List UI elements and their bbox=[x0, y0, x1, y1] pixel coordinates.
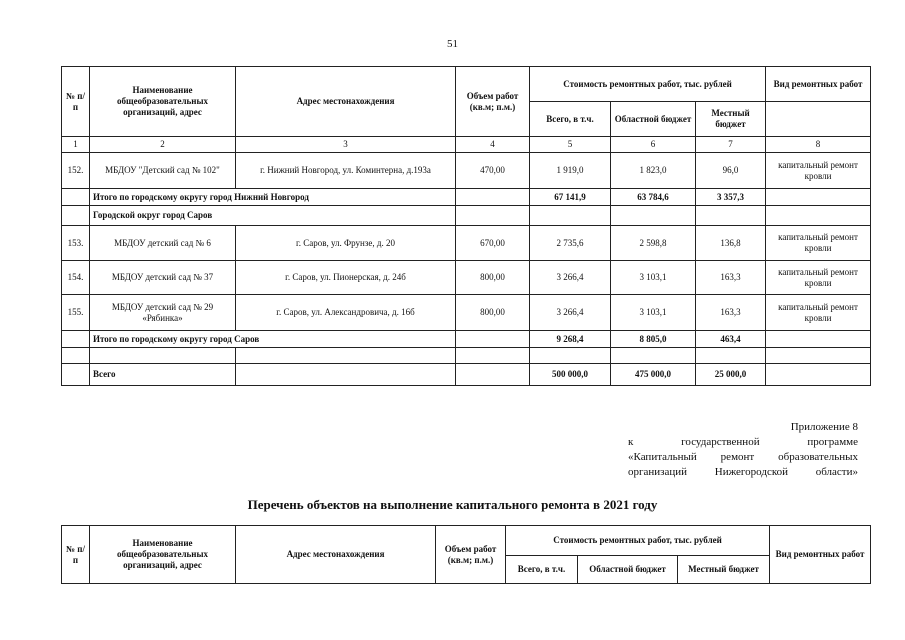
row-local: 96,0 bbox=[696, 153, 766, 189]
column-number-row bbox=[62, 137, 871, 153]
row-num: 154. bbox=[62, 261, 90, 295]
appendix-line3: «Капитальный ремонт образовательных bbox=[628, 451, 858, 463]
header-name: Наименование общеобразовательных организаций, адрес bbox=[90, 67, 236, 137]
appendix-line1: Приложение 8 bbox=[790, 421, 858, 433]
header-kind-blank bbox=[766, 102, 871, 137]
row-address: г. Нижний Новгород, ул. Коминтерна, д.193а bbox=[236, 153, 456, 189]
col-number: 1 bbox=[62, 137, 90, 153]
subtotal-local: 3 357,3 bbox=[696, 189, 766, 206]
header-total: Всего, в т.ч. bbox=[506, 556, 578, 584]
subtotal-label: Итого по городскому округу город Саров bbox=[90, 331, 456, 348]
grand-total-row bbox=[62, 364, 871, 386]
row-volume: 800,00 bbox=[456, 295, 530, 331]
row-kind: капитальный ремонт кровли bbox=[766, 295, 871, 331]
row-num: 152. bbox=[62, 153, 90, 189]
col-number: 8 bbox=[766, 137, 871, 153]
row-kind: капитальный ремонт кровли bbox=[766, 261, 871, 295]
col-number: 6 bbox=[611, 137, 696, 153]
subtotal-row bbox=[62, 331, 871, 348]
subtotal-label: Итого по городскому округу город Нижний Новгород bbox=[90, 189, 456, 206]
row-address: г. Саров, ул. Александровича, д. 16б bbox=[236, 295, 456, 331]
row-volume: 800,00 bbox=[456, 261, 530, 295]
grand-total-label: Всего bbox=[90, 364, 236, 386]
table-row bbox=[62, 295, 871, 331]
appendix-header bbox=[628, 420, 858, 480]
empty-row bbox=[62, 348, 871, 364]
appendix-line2: к государственной программе bbox=[628, 436, 858, 448]
header-kind: Вид ремонтных работ bbox=[766, 67, 871, 102]
header-row bbox=[62, 67, 871, 102]
subtotal-row bbox=[62, 189, 871, 206]
table-row bbox=[62, 261, 871, 295]
header-address: Адрес местонахождения bbox=[236, 526, 436, 584]
row-address: г. Саров, ул. Пионерская, д. 24б bbox=[236, 261, 456, 295]
row-volume: 670,00 bbox=[456, 226, 530, 261]
col-number: 3 bbox=[236, 137, 456, 153]
header-volume: Объем работ (кв.м; п.м.) bbox=[436, 526, 506, 584]
grand-total-total: 500 000,0 bbox=[530, 364, 611, 386]
header-regional: Областной бюджет bbox=[611, 102, 696, 137]
repair-table-2020 bbox=[61, 66, 871, 386]
header-local: Местный бюджет bbox=[678, 556, 770, 584]
row-name: МБДОУ детский сад № 29 «Рябинка» bbox=[90, 295, 236, 331]
row-name: МБДОУ детский сад № 6 bbox=[90, 226, 236, 261]
col-number: 7 bbox=[696, 137, 766, 153]
section-row bbox=[62, 206, 871, 226]
header-address: Адрес местонахождения bbox=[236, 67, 456, 137]
header-total: Всего, в т.ч. bbox=[530, 102, 611, 137]
header-row bbox=[62, 526, 871, 556]
row-name: МБДОУ детский сад № 37 bbox=[90, 261, 236, 295]
col-number: 4 bbox=[456, 137, 530, 153]
header-num: № п/п bbox=[62, 67, 90, 137]
subtotal-regional: 8 805,0 bbox=[611, 331, 696, 348]
row-local: 163,3 bbox=[696, 295, 766, 331]
page-number: 51 bbox=[447, 38, 458, 50]
row-kind: капитальный ремонт кровли bbox=[766, 153, 871, 189]
grand-total-local: 25 000,0 bbox=[696, 364, 766, 386]
header-regional: Областной бюджет bbox=[578, 556, 678, 584]
row-volume: 470,00 bbox=[456, 153, 530, 189]
row-total: 3 266,4 bbox=[530, 295, 611, 331]
subtotal-local: 463,4 bbox=[696, 331, 766, 348]
section-title: Перечень объектов на выполнение капитального ремонта в 2021 году bbox=[247, 497, 658, 512]
header-kind: Вид ремонтных работ bbox=[770, 526, 871, 584]
row-regional: 2 598,8 bbox=[611, 226, 696, 261]
subtotal-total: 9 268,4 bbox=[530, 331, 611, 348]
row-address: г. Саров, ул. Фрунзе, д. 20 bbox=[236, 226, 456, 261]
row-total: 1 919,0 bbox=[530, 153, 611, 189]
row-local: 163,3 bbox=[696, 261, 766, 295]
header-num: № п/п bbox=[62, 526, 90, 584]
row-num: 153. bbox=[62, 226, 90, 261]
header-volume: Объем работ (кв.м; п.м.) bbox=[456, 67, 530, 137]
subtotal-total: 67 141,9 bbox=[530, 189, 611, 206]
row-regional: 3 103,1 bbox=[611, 295, 696, 331]
row-kind: капитальный ремонт кровли bbox=[766, 226, 871, 261]
appendix-line4: организаций Нижегородской области» bbox=[628, 466, 858, 478]
col-number: 5 bbox=[530, 137, 611, 153]
header-cost: Стоимость ремонтных работ, тыс. рублей bbox=[530, 67, 766, 102]
header-name: Наименование общеобразовательных организаций, адрес bbox=[90, 526, 236, 584]
row-total: 3 266,4 bbox=[530, 261, 611, 295]
subtotal-regional: 63 784,6 bbox=[611, 189, 696, 206]
col-number: 2 bbox=[90, 137, 236, 153]
header-local: Местный бюджет bbox=[696, 102, 766, 137]
row-regional: 1 823,0 bbox=[611, 153, 696, 189]
grand-total-regional: 475 000,0 bbox=[611, 364, 696, 386]
row-name: МБДОУ "Детский сад № 102" bbox=[90, 153, 236, 189]
row-total: 2 735,6 bbox=[530, 226, 611, 261]
repair-table-2021 bbox=[61, 525, 871, 584]
table-row bbox=[62, 153, 871, 189]
header-cost: Стоимость ремонтных работ, тыс. рублей bbox=[506, 526, 770, 556]
section-label: Городской округ город Саров bbox=[90, 206, 456, 226]
row-regional: 3 103,1 bbox=[611, 261, 696, 295]
row-local: 136,8 bbox=[696, 226, 766, 261]
row-num: 155. bbox=[62, 295, 90, 331]
table-row bbox=[62, 226, 871, 261]
